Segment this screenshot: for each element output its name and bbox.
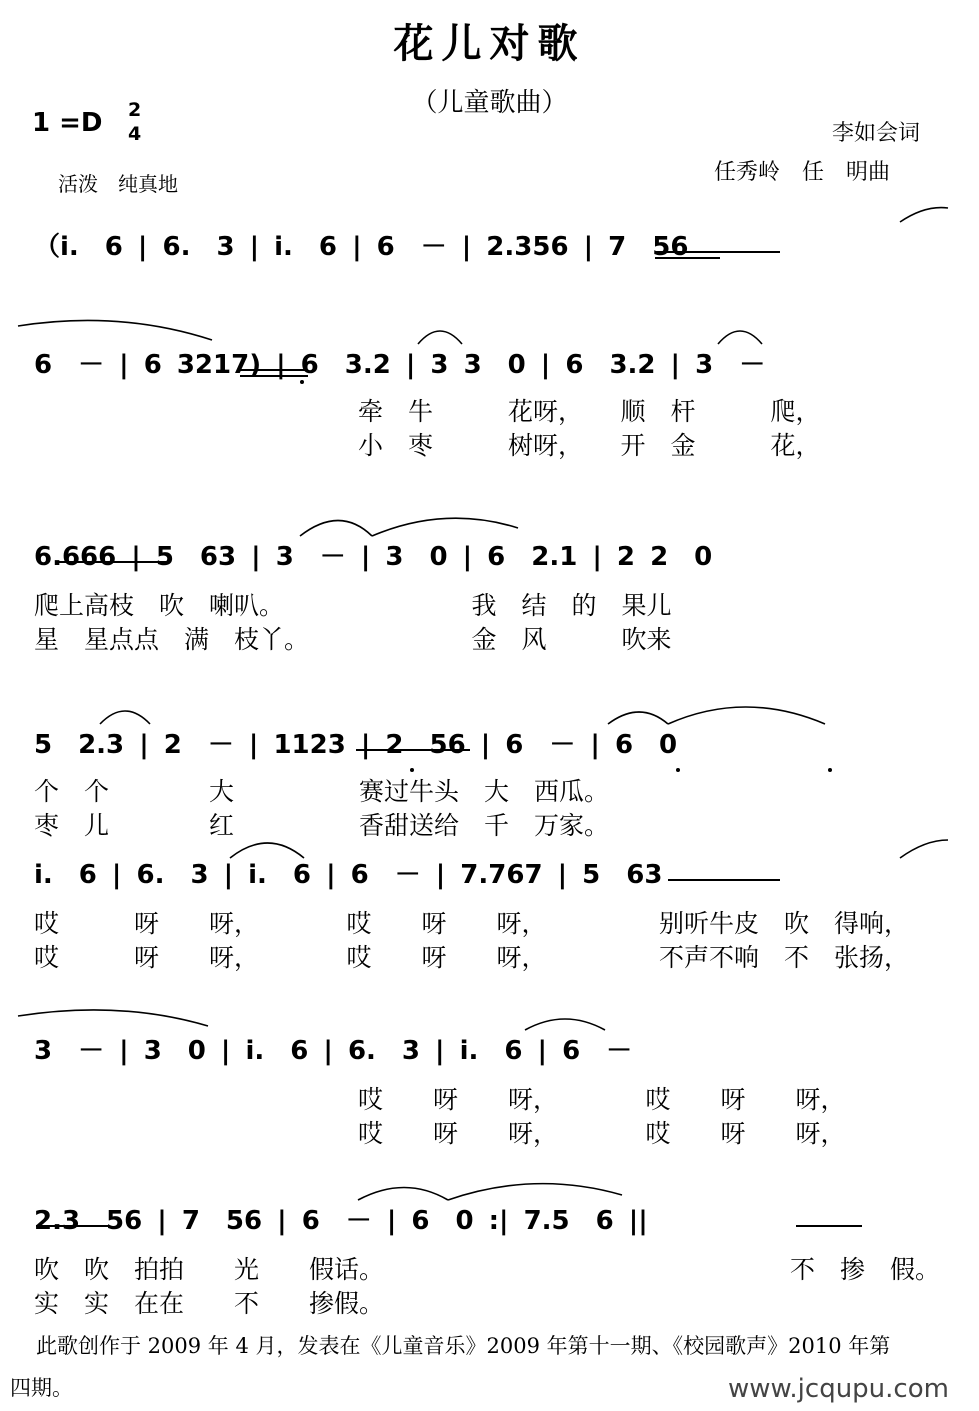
system-3-lyric-1: 爬上高枝 吹 喇叭。 我 结 的 果儿 (34, 591, 672, 620)
system-7-lyric-2: 实 实 在在 不 掺假。 (34, 1289, 385, 1318)
system-3-lyric-2: 星 星点点 满 枝丫。 金 风 吹来 (34, 625, 672, 654)
system-5-notes: i. 6 | 6. 3 | i. 6 | 6 － | 7.767 | 5 63 (34, 860, 663, 890)
tempo-marking: 活泼 纯真地 (58, 172, 178, 196)
slur (900, 208, 948, 222)
meter-bottom: 4 (128, 123, 142, 145)
slur (608, 712, 668, 724)
octave-dot (300, 380, 304, 384)
footnote-line-1: 此歌创作于 2009 年 4 月，发表在《儿童音乐》2009 年第十一期、《校园歌声》2010 年第 (36, 1334, 891, 1358)
system-4-notes: 5 2.3 | 2 － | 1123 | 2 56 | 6 － | 6 0 (34, 730, 678, 760)
ending-lyric: 不 掺 假。 (790, 1255, 941, 1284)
slur (18, 320, 212, 340)
footnote-line-2: 四期。 (10, 1376, 73, 1400)
system-6-lyric-2: 哎 呀 呀， 哎 呀 呀， (358, 1119, 846, 1148)
system-1-notes: （i. 6 | 6. 3 | i. 6 | 6 － | 2.356 | 7 56 (34, 232, 689, 262)
system-5-lyric-1: 哎 呀 呀， 哎 呀 呀， 别听牛皮 吹 得响， (34, 909, 910, 938)
slur (900, 840, 948, 858)
slur (100, 711, 150, 724)
system-2-lyric-1: 牵 牛 花呀， 顺 杆 爬， (358, 397, 821, 426)
system-3-notes: 6.666 | 5 63 | 3 － | 3 0 | 6 2.1 | 2 2 0 (34, 542, 713, 572)
slur (668, 707, 825, 724)
slur (372, 518, 518, 536)
composer-credit: 任秀岭 任 明曲 (714, 160, 891, 185)
slur (18, 1010, 208, 1026)
octave-dot (676, 768, 680, 772)
song-title: 花儿对歌 (393, 20, 586, 67)
system-4-lyric-2: 枣 儿 红 香甜送给 千 万家。 (34, 811, 610, 840)
octave-dot (828, 768, 832, 772)
system-2-notes: 6 － | 6 3217) | 6 3.2 | 3 3 0 | 6 3.2 | 3 － (34, 350, 766, 380)
slur (525, 1019, 605, 1030)
watermark: www.jcqupu.com (728, 1374, 949, 1404)
song-subtitle: （儿童歌曲） (411, 88, 568, 118)
system-7-lyric-1: 吹 吹 拍拍 光 假话。 (34, 1255, 385, 1284)
key-signature: 1 =D (32, 108, 103, 138)
system-2-lyric-2: 小 枣 树呀， 开 金 花， (358, 431, 821, 460)
slur (718, 331, 762, 344)
system-6-lyric-1: 哎 呀 呀， 哎 呀 呀， (358, 1085, 846, 1114)
system-4-lyric-1: 个 个 大 赛过牛头 大 西瓜。 (34, 777, 610, 806)
system-6-notes: 3 － | 3 0 | i. 6 | 6. 3 | i. 6 | 6 － (34, 1036, 633, 1066)
slur (300, 521, 372, 537)
slur (230, 843, 304, 858)
slur (448, 1184, 622, 1200)
system-7-notes: 2.3 56 | 7 56 | 6 － | 6 0 :| 7.5 6 || (34, 1206, 648, 1236)
system-5-lyric-2: 哎 呀 呀， 哎 呀 呀， 不声不响 不 张扬， (34, 943, 910, 972)
lyricist-credit: 李如会词 (832, 121, 921, 146)
slur (358, 1188, 448, 1201)
slur (418, 331, 462, 344)
octave-dot (410, 768, 414, 772)
meter-top: 2 (128, 99, 142, 121)
